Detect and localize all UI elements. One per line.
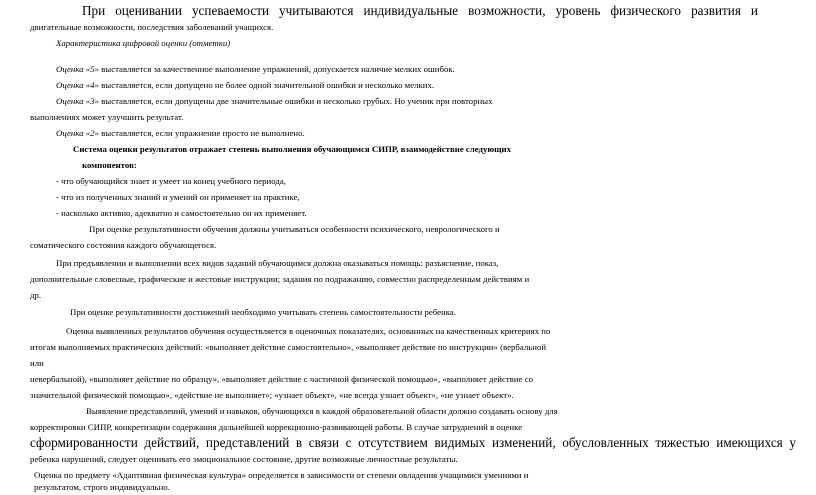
features-line-2: соматического состояния каждого обучающегося. [30, 240, 217, 250]
grade-2 [56, 125, 816, 141]
subject-line-1: Оценка по предмету «Адаптивная физическая культура» определяется в зависимости от степени овладения учащимися умениями и [34, 470, 529, 480]
identification-line-3: сформированности действий, представлений в связи с отсутствием видимых изменений, обусловленных тяжестью имеющихся у [30, 435, 796, 450]
grade-5 [56, 61, 816, 77]
grade-5-text: выставляется за качественное выполнение упражнений, допускается наличие мелких ошибок. [98, 64, 455, 74]
indicators-line-4: невербальной), «выполняет действие по образцу», «выполняет действие с частичной физической помощью», «выполняет действие со [30, 374, 533, 384]
grade-2-text: выставляется, если упражнение просто не выполнено. [98, 128, 305, 138]
help-line-2: дополнительные словесные, графические и жестовые инструкции; задания по подражанию, совместно распределенным действиям и [30, 274, 530, 284]
component-item-2: - что из полученных знаний и умений он применяет на практике, [56, 192, 300, 202]
grade-2-label: Оценка «2» [56, 128, 99, 138]
identification-line-1: Выявление представлений, умений и навыков, обучающихся в каждой образовательной области должно создавать основу для [86, 406, 558, 416]
system-heading-line-1: Система оценки результатов отражает степень выполнения обучающимся СИПР, взаимодействие следующих [73, 144, 512, 154]
indicators-line-3: или [30, 358, 44, 368]
indicators-line-2: итогам выполняемых практических действий: «выполняет действие самостоятельно», «выполняет действие по инструкции» (вербальной [30, 342, 547, 352]
intro-line-2: двигательные возможности, последствия заболеваний учащихся. [30, 22, 274, 32]
component-item-3: - насколько активно, адекватно и самостоятельно он их применяет. [56, 208, 307, 218]
grade-4-label: Оценка «4» [56, 80, 99, 90]
help-line-1: При предъявлении и выполнении всех видов заданий обучающимся должна оказываться помощь: разъяснение, показ, [56, 258, 499, 268]
grade-3-continuation: выполнениях может улучшить результат. [30, 112, 184, 122]
system-heading-line-2: компонентов: [82, 160, 137, 170]
identification-line-4: ребенка нарушений, следует оценивать его эмоциональное состояние, другие возможные личностные результаты. [30, 454, 458, 464]
help-line-3: др. [30, 290, 42, 300]
grade-4-text: выставляется, если допущено не более одной значительной ошибки и несколько мелких. [98, 80, 435, 90]
grade-5-label: Оценка «5» [56, 64, 99, 74]
grade-3 [56, 93, 816, 109]
grade-3-label: Оценка «3» [56, 96, 99, 106]
intro-line-1: При оценивании успеваемости учитываются индивидуальные возможности, уровень физического развития и [82, 3, 758, 18]
subject-line-2: результатом, строго индивидуально. [34, 482, 170, 492]
independence-line: При оценке результативности достижений необходимо учитывать степень самостоятельности ребенка. [70, 307, 456, 317]
component-item-1: - что обучающийся знает и умеет на конец учебного периода, [56, 176, 286, 186]
features-line-1: При оценке результативности обучения должны учитываться особенности психического, неврологического и [89, 224, 500, 234]
indicators-line-1: Оценка выявленных результатов обучения осуществляется в оценочных показателях, основанных на качественных критериях по [66, 326, 551, 336]
grade-4 [56, 77, 816, 93]
grade-3-text: выставляется, если допущены две значительные ошибки и несколько грубых. Но ученик при повторных [98, 96, 493, 106]
grading-title: Характеристика цифровой оценки (отметки) [56, 38, 231, 48]
indicators-line-5: значительной физической помощью», «действие не выполняет»; «узнает объект», «не всегда узнает объект», «не узнает объект». [30, 390, 514, 400]
identification-line-2: корректировки СИПР, конкретизации содержания дальнейшей коррекционно-развивающей работы. В случае затруднений в оценке [30, 422, 523, 432]
